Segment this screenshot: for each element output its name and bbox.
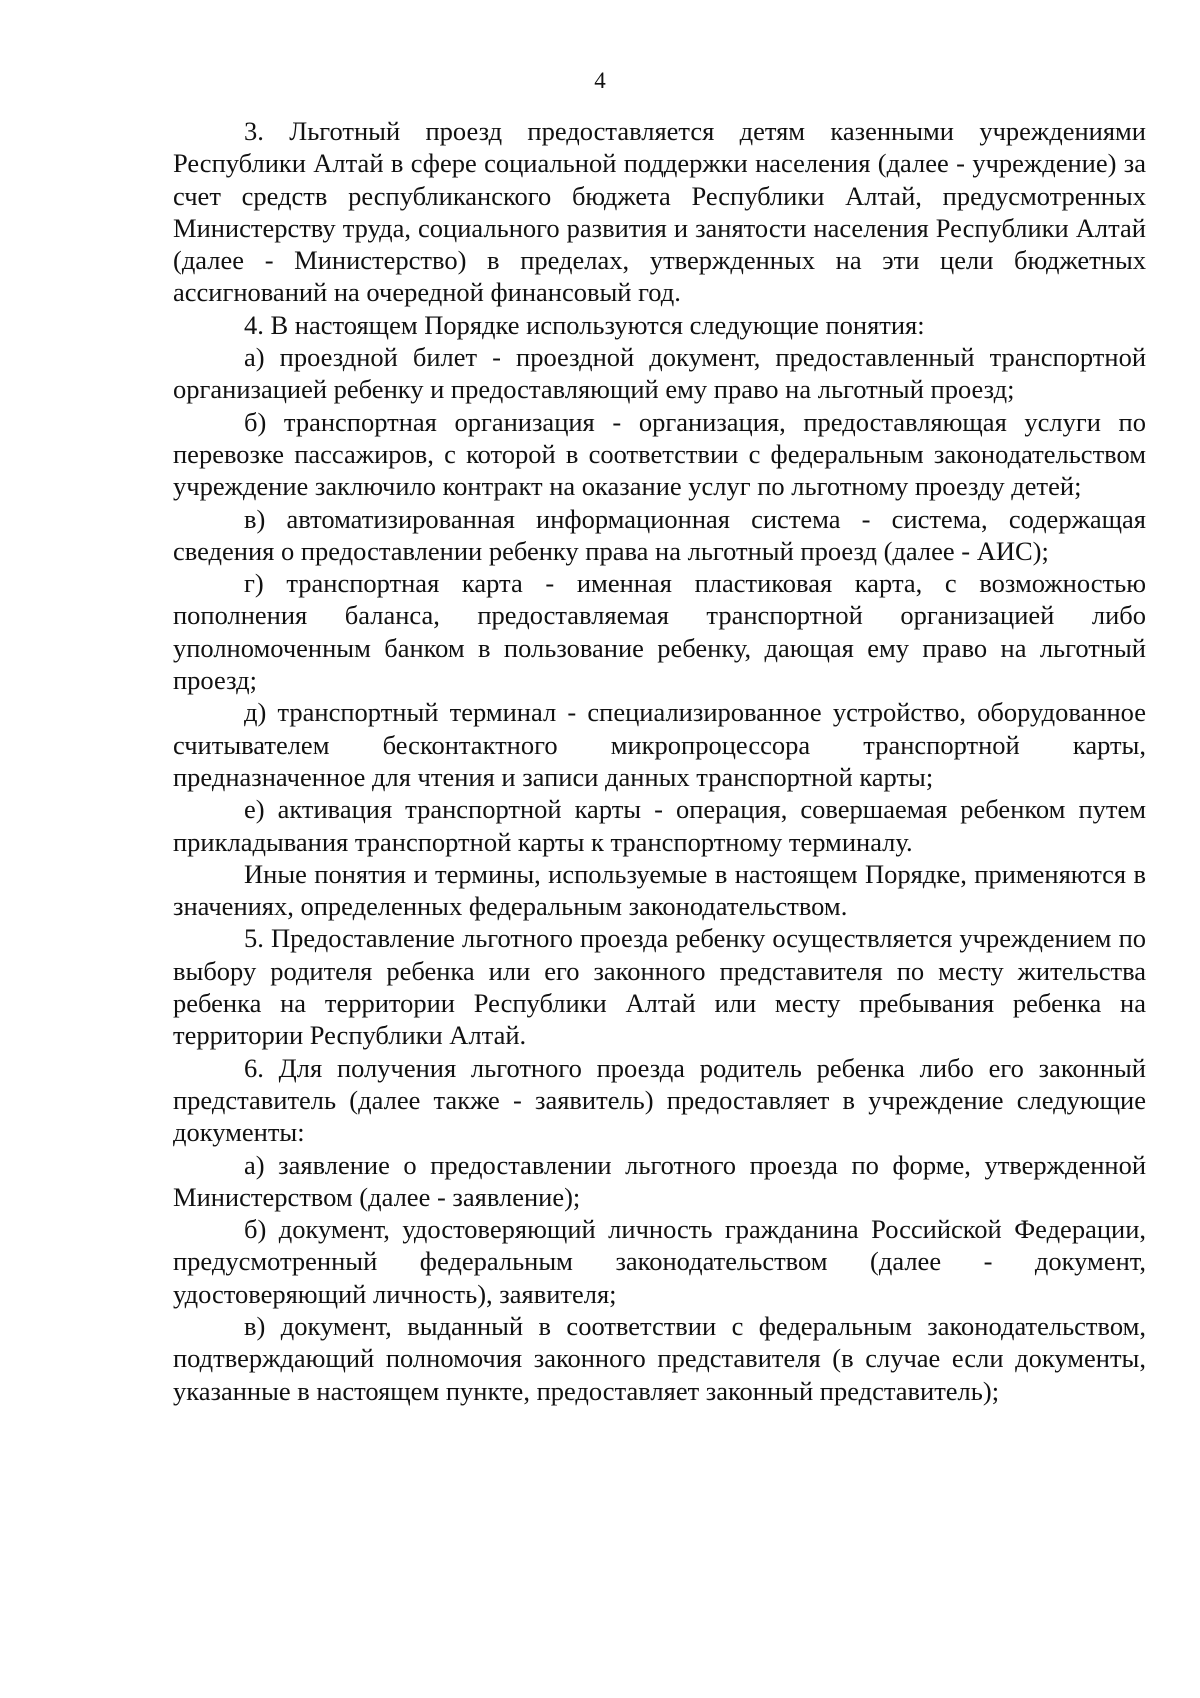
paragraph-4: 4. В настоящем Порядке используются следующие понятия: [244,309,925,340]
paragraph-3: 3. Льготный проезд предоставляется детям казенными учреждениями Республики Алтай в сфере социальной поддержки населения (далее - учреждение) за счет средств республиканского бюджета Республики Алтай, предусмотренных Министерству труда, социального развития и занятости населения Республики Алтай (далее - Министерство) в пределах, утвержденных на эти цели бюджетных ассигнований на очередной финансовый год. [173,116,1146,308]
paragraph-6a: а) заявление о предоставлении льготного проезда по форме, утвержденной Министерством (далее - заявление); [173,1149,1146,1212]
paragraph-4e: е) активация транспортной карты - операция, совершаемая ребенком путем прикладывания транспортной карты к транспортному терминалу. [173,794,1146,857]
page-number: 4 [594,68,606,93]
paragraph-4g: г) транспортная карта - именная пластиковая карта, с возможностью пополнения баланса, предоставляемая транспортной организацией либо уполномоченным банком в пользование ребенку, дающая ему право на льготный проезд; [173,568,1146,696]
paragraph-6v: в) документ, выданный в соответствии с федеральным законодательством, подтверждающий полномочия законного представителя (в случае если документы, указанные в настоящем пункте, предоставляет законный представитель); [173,1310,1146,1406]
paragraph-other-terms: Иные понятия и термины, используемые в настоящем Порядке, применяются в значениях, определенных федеральным законодательством. [173,858,1146,922]
paragraph-4a: а) проездной билет - проездной документ, предоставленный транспортной организацией ребенку и предоставляющий ему право на льготный проезд; [173,342,1146,405]
paragraph-6: 6. Для получения льготного проезда родитель ребенка либо его законный представитель (далее также - заявитель) предоставляет в учреждение следующие документы: [173,1052,1146,1148]
paragraph-4d: д) транспортный терминал - специализированное устройство, оборудованное считывателем бесконтактного микропроцессора транспортной карты, предназначенное для чтения и записи данных транспортной карты; [173,697,1146,792]
document-body [173,115,1146,1407]
paragraph-4b: б) транспортная организация - организация, предоставляющая услуги по перевозке пассажиров, с которой в соответствии с федеральным законодательством учреждение заключило контракт на оказание услуг по льготному проезду детей; [173,406,1146,502]
paragraph-6b: б) документ, удостоверяющий личность гражданина Российской Федерации, предусмотренный федеральным законодательством (далее - документ, удостоверяющий личность), заявителя; [173,1214,1146,1309]
paragraph-5: 5. Предоставление льготного проезда ребенку осуществляется учреждением по выбору родителя ребенка или его законного представителя по месту жительства ребенка на территории Республики Алтай или месту пребывания ребенка на территории Республики Алтай. [173,923,1146,1051]
paragraph-4v: в) автоматизированная информационная система - система, содержащая сведения о предоставлении ребенку права на льготный проезд (далее - АИС); [173,503,1146,566]
